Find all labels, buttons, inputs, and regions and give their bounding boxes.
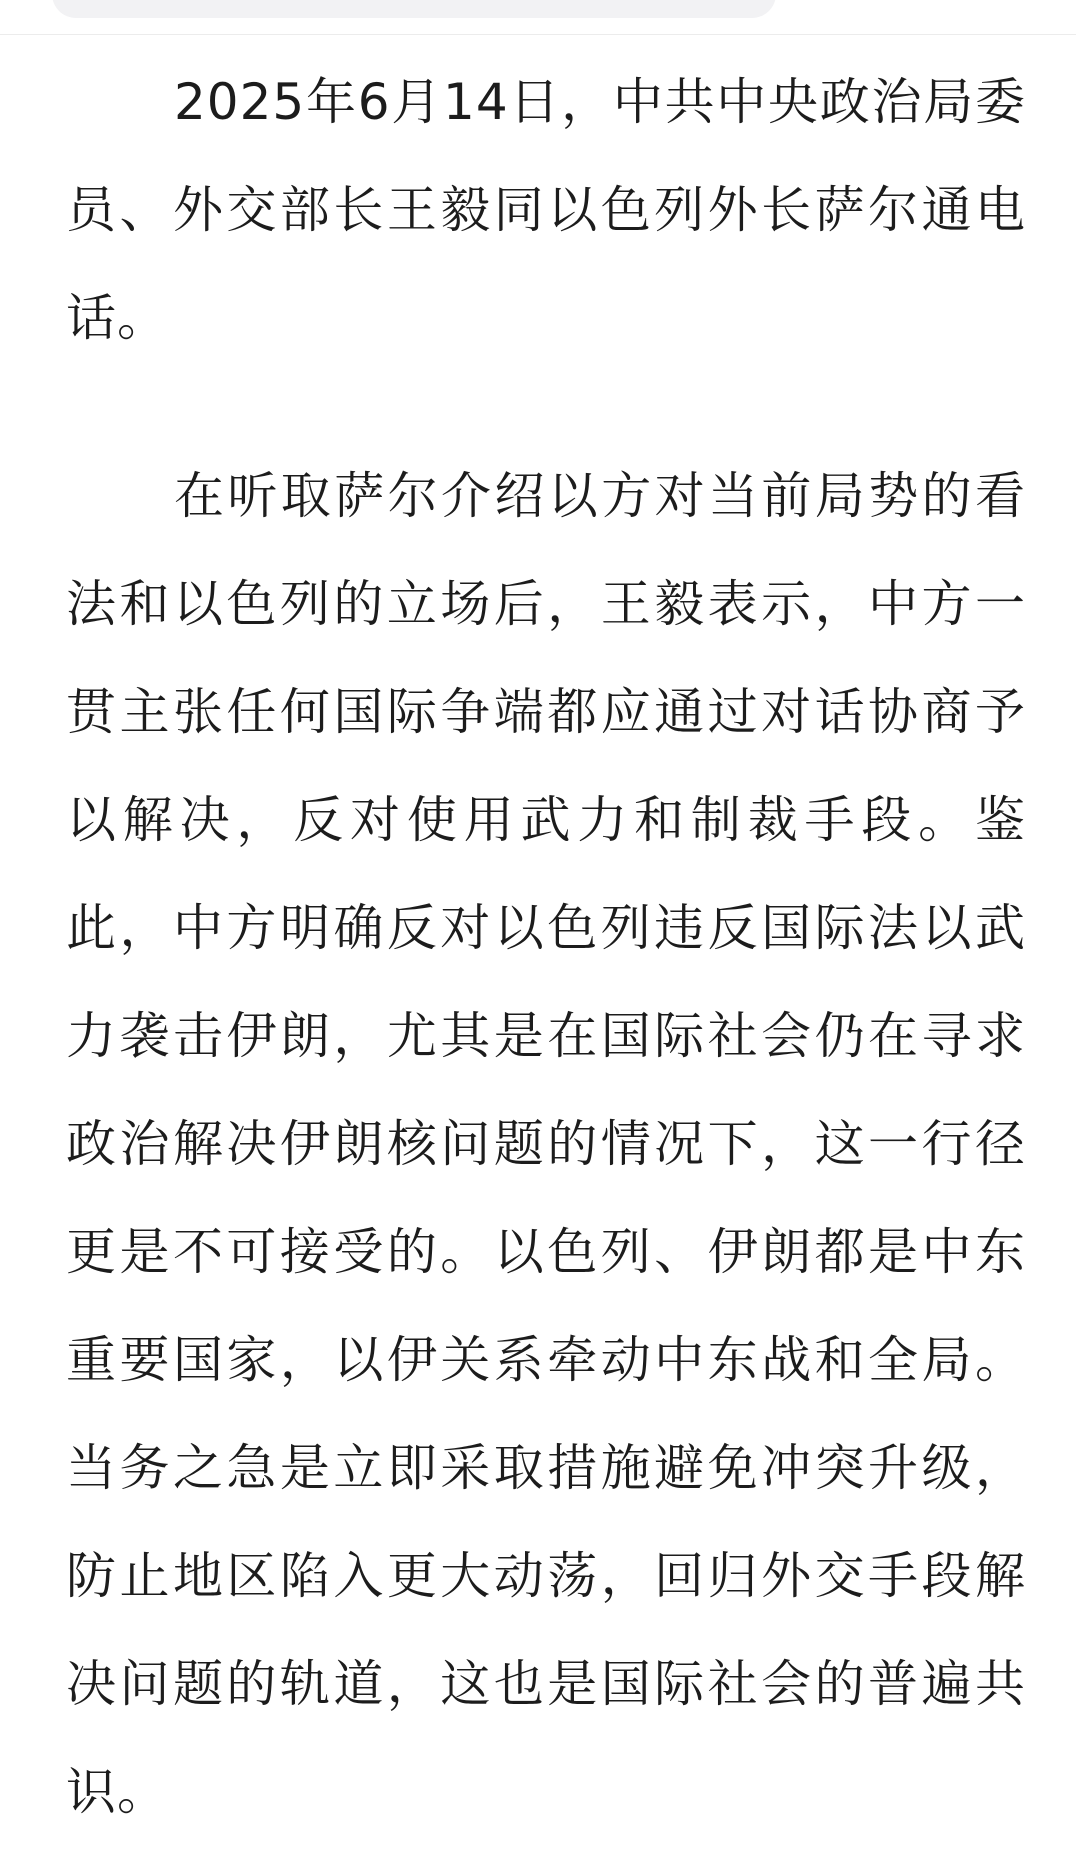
header-divider (0, 34, 1076, 35)
article-paragraph-1: 2025年6月14日，中共中央政治局委员、外交部长王毅同以色列外长萨尔通电话。 (66, 73, 1026, 347)
top-search-bar[interactable] (52, 0, 776, 18)
article-paragraph-2: 在听取萨尔介绍以方对当前局势的看法和以色列的立场后，王毅表示，中方一贯主张任何国际争端都应通过对话协商予以解决，反对使用武力和制裁手段。鉴此，中方明确反对以色列违反国际法以武力袭击伊朗，尤其是在国际社会仍在寻求政治解决伊朗核问题的情况下，这一行径更是不可接受的。以色列、伊朗都是中东重要国家，以伊关系牵动中东战和全局。当务之急是立即采取措施避免冲突升级，防止地区陷入更大动荡，回归外交手段解决问题的轨道，这也是国际社会的普遍共识。 (66, 467, 1026, 1821)
article-body (66, 48, 1026, 1846)
